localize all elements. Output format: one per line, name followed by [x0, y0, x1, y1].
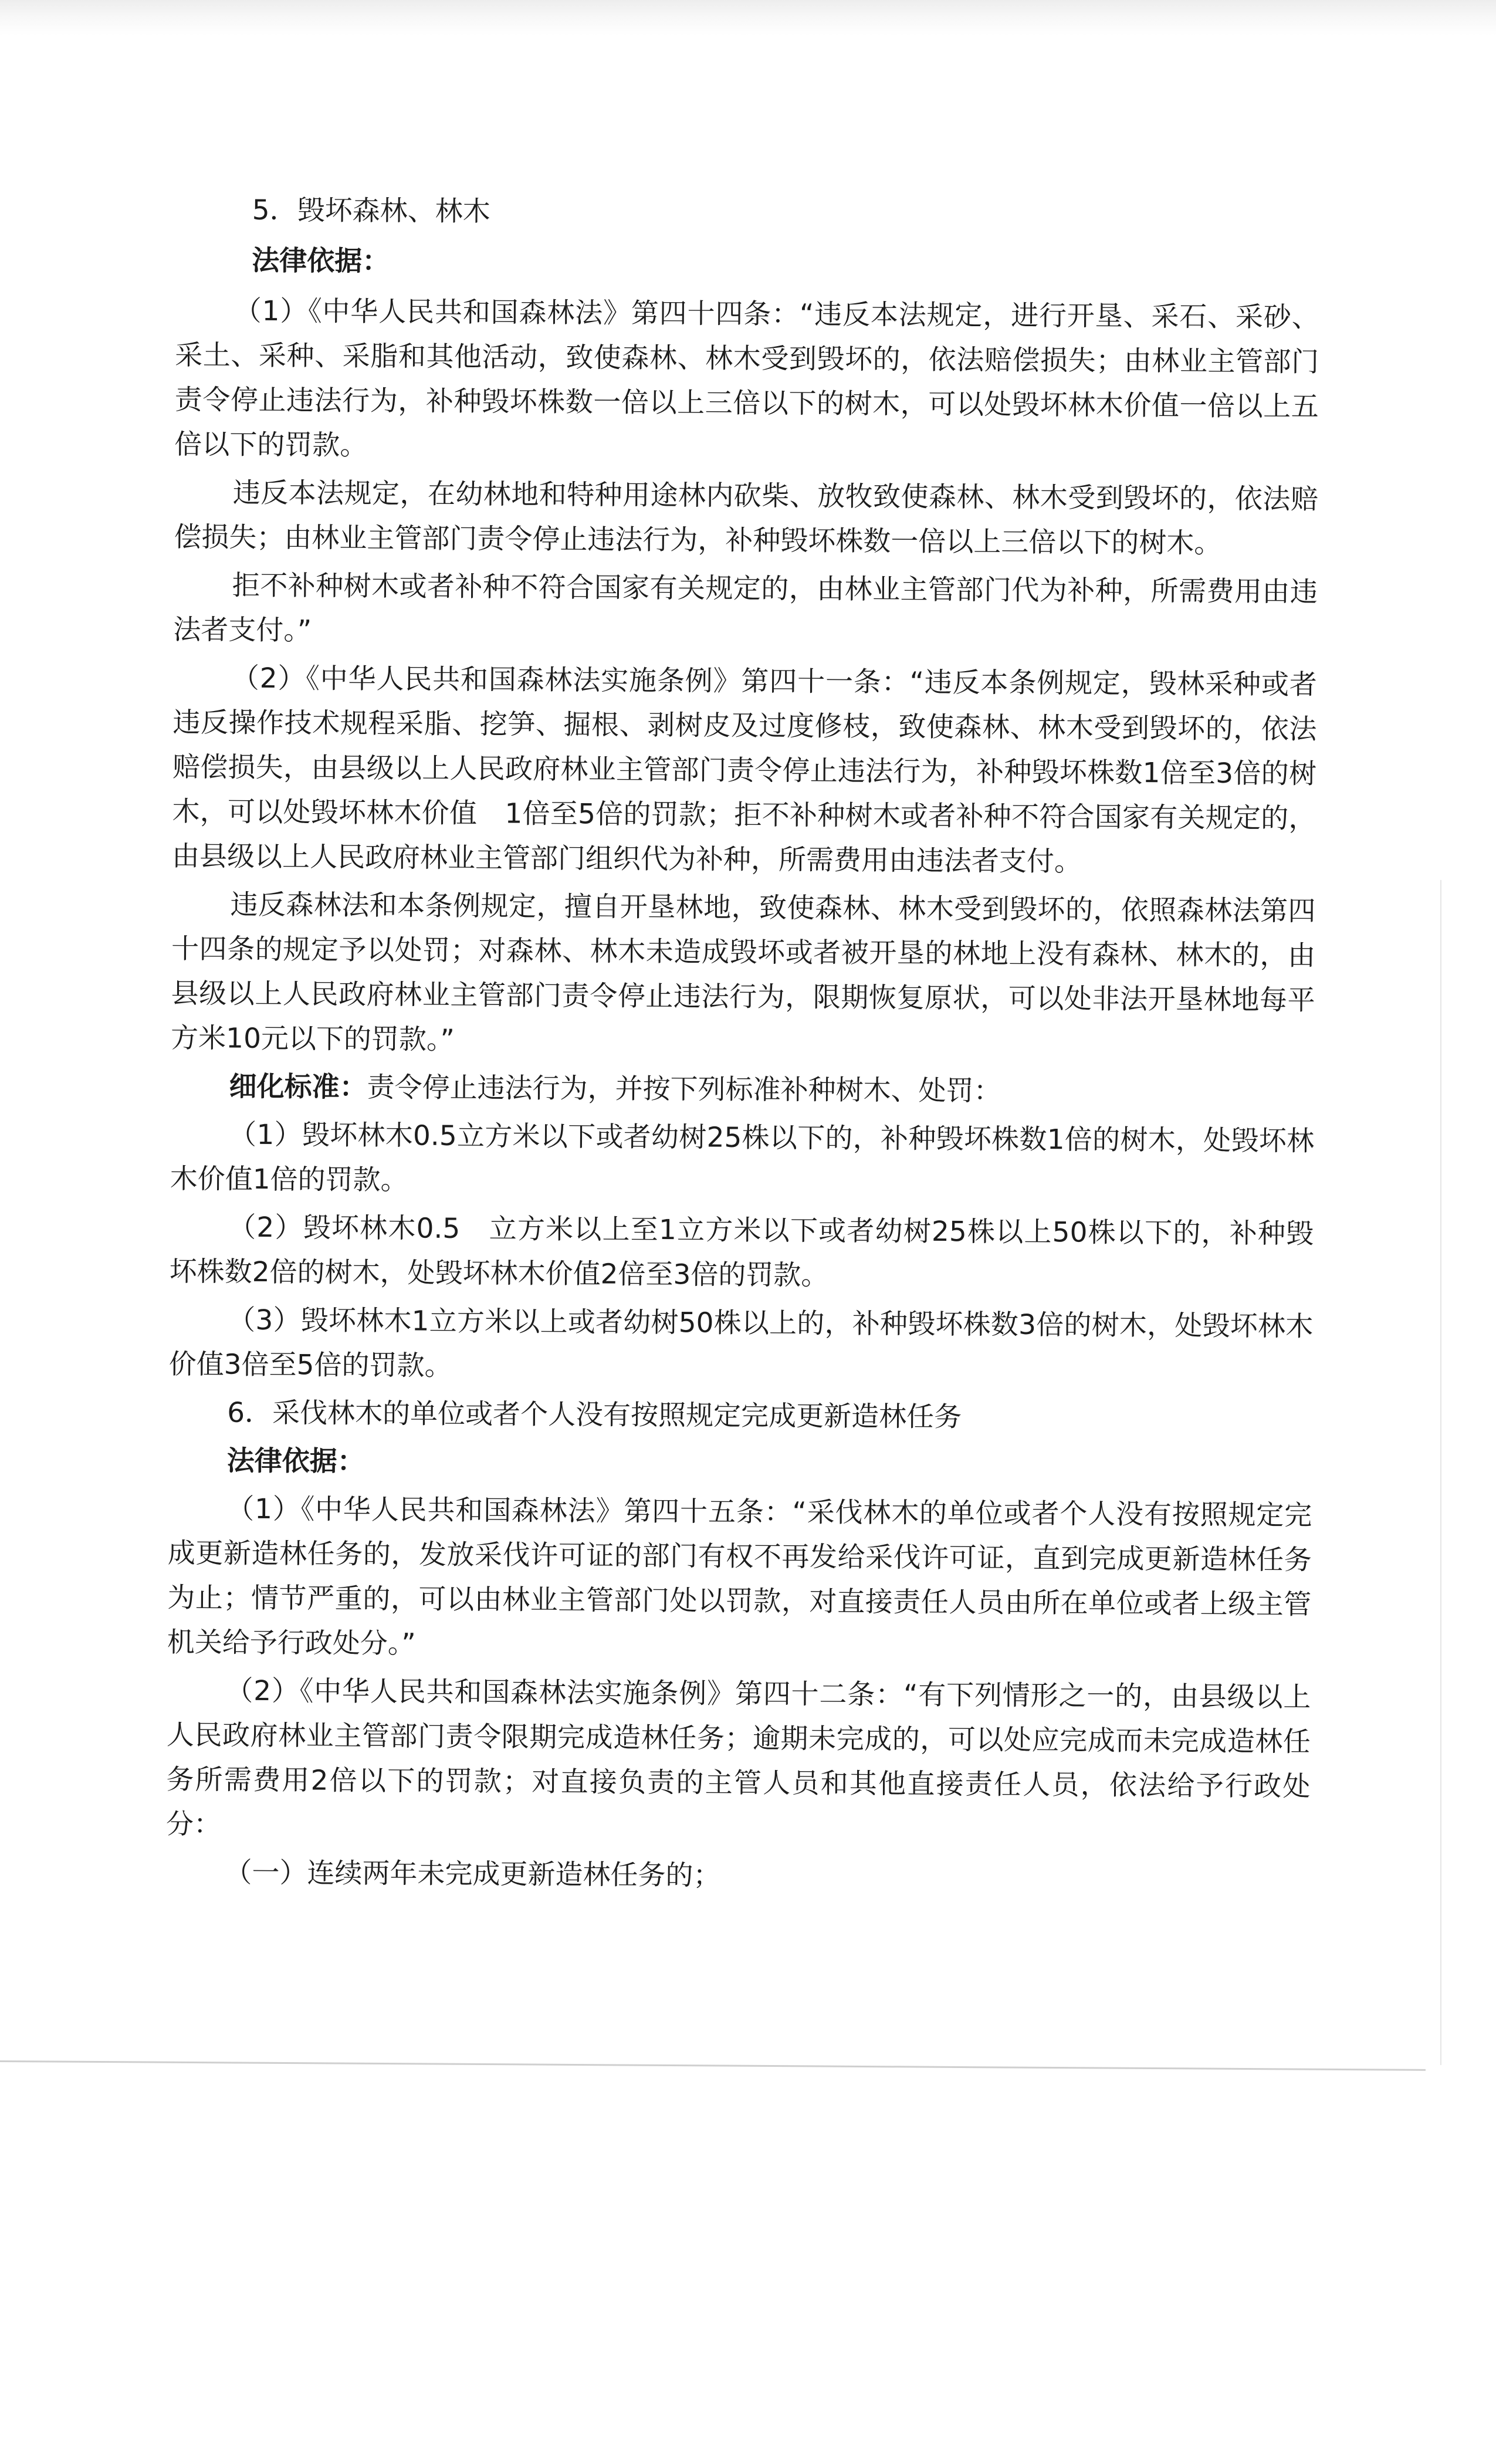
paragraph: （1）《中华人民共和国森林法》第四十四条：“违反本法规定，进行开垦、采石、采砂、采土、采种、采脂和其他活动，致使森林、林木受到毁坏的，依法赔偿损失；由林业主管部门责令停止违法行为，补种毁坏株数一倍以上三倍以下的树木，可以处毁坏林木价值一倍以上五倍以下的罚款。: [174, 295, 1319, 462]
standard-text: 责令停止违法行为，并按下列标准补种树木、处罚：: [367, 1071, 1001, 1108]
paragraph: （2）《中华人民共和国森林法实施条例》第四十二条：“有下列情形之一的，由县级以上人民政府林业主管部门责令限期完成造林任务；逾期未完成的，可以处应完成而未完成造林任务所需费用2倍以下的罚款；对直接负责的主管人员和其他直接责任人员，依法给予行政处分：: [165, 1674, 1311, 1841]
scan-paper-edge: [0, 2060, 1426, 2071]
standard-item: （3）毁坏林木1立方米以上或者幼树50株以上的，补种毁坏株数3倍的树木，处毁坏林木价值3倍至5倍的罚款。: [168, 1304, 1314, 1382]
legal-basis-label: 法律依据：: [226, 1444, 365, 1478]
legal-basis-label: 法律依据：: [252, 244, 390, 278]
section-heading: 6．采伐林木的单位或者个人没有按照规定完成更新造林任务: [227, 1396, 962, 1434]
paragraph: （2）《中华人民共和国森林法实施条例》第四十一条：“违反本条例规定，毁林采种或者违反操作技术规程采脂、挖笋、掘根、剥树皮及过度修枝，致使森林、林木受到毁坏的，依法赔偿损失，由县级以上人民政府林业主管部门责令停止违法行为，补种毁坏株数1倍至3倍的树木，可以处毁坏林木价值 1倍至5倍的罚款；拒不补种树木或者补种不符合国家有关规定的，由县级以上人民政府林业主管部门组织代为补种，所需费用由违法者支付。: [171, 662, 1318, 878]
paragraph: 违反本法规定，在幼林地和特种用途林内砍柴、放牧致使森林、林木受到毁坏的，依法赔偿损失；由林业主管部门责令停止违法行为，补种毁坏株数一倍以上三倍以下的树木。: [174, 476, 1318, 560]
standard-paragraph: [170, 1064, 1314, 1116]
paragraph: 拒不补种树木或者补种不符合国家有关规定的，由林业主管部门代为补种，所需费用由违法者支付。”: [173, 569, 1318, 647]
document-body: [165, 188, 1320, 1905]
section-heading: 5．毁坏森林、林木: [252, 194, 490, 228]
standard-item: （2）毁坏林木0.5 立方米以上至1立方米以下或者幼树25株以上50株以下的，补种毁坏株数2倍的树木，处毁坏林木价值2倍至3倍的罚款。: [169, 1211, 1314, 1292]
list-item: （一）连续两年未完成更新造林任务的；: [224, 1856, 721, 1892]
scan-right-edge: [1440, 880, 1441, 2065]
paragraph: （1）《中华人民共和国森林法》第四十五条：“采伐林木的单位或者个人没有按照规定完成更新造林任务的，发放采伐许可证的部门有权不再发给采伐许可证，直到完成更新造林任务为止；情节严重的，可以由林业主管部门处以罚款，对直接责任人员由所在单位或者上级主管机关给予行政处分。”: [167, 1492, 1312, 1660]
paragraph: 违反森林法和本条例规定，擅自开垦林地，致使森林、林木受到毁坏的，依照森林法第四十四条的规定予以处罚；对森林、林木未造成毁坏或者被开垦的林地上没有森林、林木的，由县级以上人民政府林业主管部门责令停止违法行为，限期恢复原状，可以处非法开垦林地每平方米10元以下的罚款。”: [170, 888, 1316, 1056]
scan-top-shadow: [0, 0, 1496, 35]
standard-item: （1）毁坏林木0.5立方米以下或者幼树25株以下的，补种毁坏株数1倍的树木，处毁坏林木价值1倍的罚款。: [170, 1118, 1315, 1197]
standard-label: 细化标准：: [229, 1070, 367, 1104]
